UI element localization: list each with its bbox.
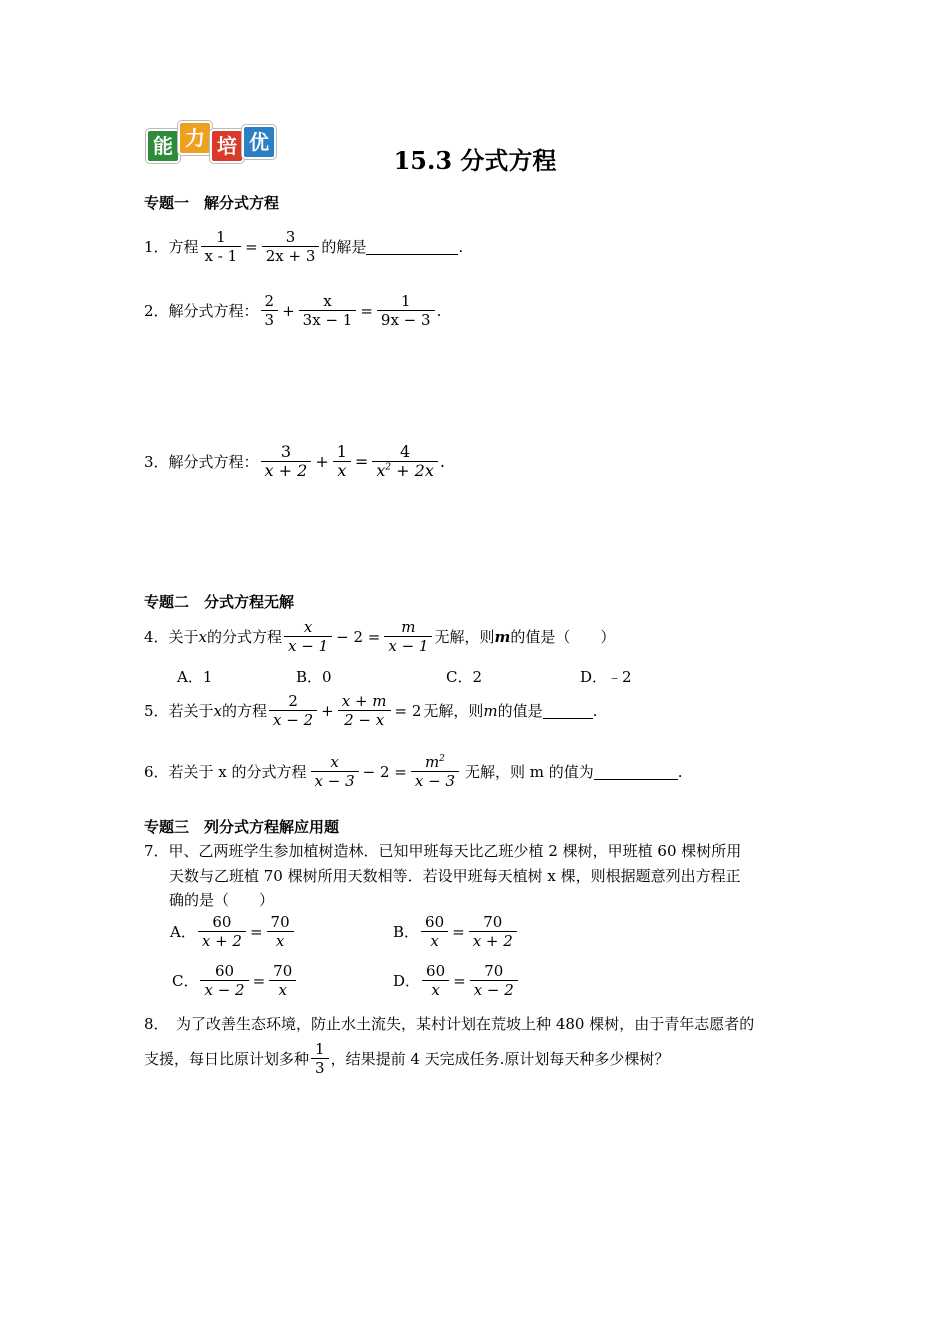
q8-den: 3 [311, 1058, 329, 1077]
q6-minus: − 2 = [362, 762, 407, 781]
page-title: 15.3 分式方程 [393, 146, 557, 175]
q6-suffix: 无解，则 m 的值为 [464, 763, 594, 781]
q5-den-1: x − 2 [269, 710, 317, 729]
q1-suffix: 的解是 [321, 238, 367, 256]
q7-line-1: 7．甲、乙两班学生参加植树造林．已知甲班每天比乙班少植 2 棵树，甲班植 60 棵树所用 [144, 842, 742, 860]
q7-d-fraction-1 [422, 962, 449, 999]
q1-den-1: x - 1 [201, 246, 242, 265]
q6-prefix: 6．若关于 x 的分式方程 [144, 763, 307, 781]
q7-a-num-1: 60 [212, 913, 232, 931]
q7-option-b[interactable] [393, 913, 519, 950]
q2-fraction-1 [261, 292, 279, 329]
q8-fraction [311, 1040, 329, 1077]
q7-c-den-1: x − 2 [200, 980, 248, 999]
q7-c-fraction-2 [269, 962, 296, 999]
logo-tile-4: 优 [242, 125, 276, 159]
q7-a-fraction-1 [198, 913, 246, 950]
q7-a-den-2: x [267, 931, 294, 950]
q3-fraction-3 [372, 443, 438, 480]
q7-a-num-2: 70 [270, 913, 290, 931]
q7-b-eq: = [452, 922, 465, 941]
q3-num-3: 4 [400, 442, 411, 461]
q4-num-1: x [303, 618, 313, 636]
q4-option-a[interactable]: A．1 [177, 668, 213, 686]
q5-end: . [592, 701, 598, 720]
q4-var: x [198, 627, 208, 646]
q4-var-2: m [494, 627, 511, 646]
q7-option-c[interactable] [172, 962, 298, 999]
q5-var-2: m [483, 701, 498, 720]
q8-num: 1 [315, 1040, 325, 1058]
q4-option-d[interactable]: D．﹣2 [580, 668, 632, 686]
q6-num-1: x [330, 753, 339, 771]
q5-suffix-2: 的值是 [497, 702, 543, 720]
q4-den-1: x − 1 [284, 636, 332, 655]
q3-den-3 [372, 461, 438, 480]
section-heading-1: 专题一 解分式方程 [144, 194, 280, 212]
q7-line-2: 天数与乙班植 70 棵树所用天数相等．若设甲班每天植树 x 棵，则根据题意列出方程正 [169, 867, 741, 885]
q1-num-2: 3 [285, 228, 296, 246]
q7-b-num-2: 70 [483, 913, 503, 931]
q3-den-3-base: x [376, 461, 386, 480]
q6-den-2: x − 3 [411, 771, 459, 790]
q7-b-fraction-1 [421, 913, 448, 950]
q6-num-2-exp: 2 [439, 754, 445, 764]
q7-option-d-label: D． [393, 972, 421, 990]
q6-answer-blank[interactable] [594, 763, 678, 780]
q1-num-1: 1 [216, 228, 226, 246]
q3-end: . [439, 452, 445, 471]
question-3 [144, 443, 445, 480]
q5-suffix-1: 无解，则 [423, 702, 484, 720]
logo-tile-2: 力 [178, 121, 212, 155]
q7-option-d[interactable] [393, 962, 520, 999]
q1-answer-blank[interactable] [366, 238, 458, 255]
q7-b-den-1: x [421, 931, 448, 950]
section-heading-2: 专题二 分式方程无解 [144, 593, 295, 611]
q4-num-2: m [401, 618, 416, 636]
q6-den-1: x − 3 [311, 771, 359, 790]
q8-line-2 [144, 1040, 669, 1077]
q3-fraction-2 [333, 443, 351, 480]
q7-b-num-1: 60 [425, 913, 445, 931]
question-2 [144, 292, 441, 329]
q4-den-2: x − 1 [384, 636, 432, 655]
q7-a-eq: = [249, 922, 263, 941]
q5-prefix: 5．若关于 [144, 702, 214, 720]
q6-num-2 [411, 753, 459, 771]
q5-plus: + [321, 701, 334, 720]
q7-b-den-2: x + 2 [469, 931, 517, 950]
q7-option-b-label: B． [393, 923, 420, 941]
q3-num-1: 3 [280, 442, 292, 461]
q7-a-den-1: x + 2 [198, 931, 246, 950]
q3-den-1: x + 2 [261, 461, 312, 480]
q3-den-2: x [333, 461, 351, 480]
q7-c-num-1: 60 [214, 962, 235, 980]
q8-line-1: 8． 为了改善生态环境，防止水土流失，某村计划在荒坡上种 480 棵树，由于青年志愿者的 [144, 1015, 755, 1033]
q7-a-fraction-2 [267, 913, 294, 950]
q1-den-2: 2x + 3 [262, 246, 320, 265]
q6-num-2-base: m [424, 753, 440, 771]
q6-fraction-1 [311, 753, 359, 790]
q3-den-3-exp: 2 [385, 462, 392, 473]
q3-den-3-rest: + 2x [391, 461, 434, 480]
q6-fraction-2 [411, 753, 459, 790]
q2-eq: = [360, 301, 373, 320]
q7-d-num-1: 60 [426, 962, 446, 980]
q7-line-3: 确的是（ ） [169, 891, 275, 909]
question-6 [144, 753, 683, 790]
q4-suffix-1: 无解，则 [434, 628, 495, 646]
q7-option-a[interactable] [170, 913, 296, 950]
q7-c-eq: = [252, 971, 266, 990]
q4-suffix-2: 的值是（ ） [510, 628, 616, 646]
q3-fraction-1 [261, 443, 312, 480]
question-5 [144, 692, 597, 729]
q2-num-3: 1 [400, 292, 411, 310]
q5-den-2: 2 − x [338, 710, 391, 729]
q7-c-den-2: x [269, 980, 296, 999]
q4-fraction-1 [284, 618, 332, 655]
section-heading-3: 专题三 列分式方程解应用题 [144, 818, 340, 836]
q7-d-fraction-2 [470, 962, 518, 999]
q5-eq: = 2 [394, 701, 422, 720]
q2-fraction-3 [377, 292, 435, 329]
q2-fraction-2 [299, 292, 357, 329]
logo-tile-3: 培 [210, 129, 244, 163]
logo-tile-1: 能 [146, 129, 180, 163]
q8-line-2b: ，结果提前 4 天完成任务.原计划每天种多少棵树？ [330, 1050, 670, 1068]
q7-d-den-2: x − 2 [470, 980, 518, 999]
q4-fraction-2 [384, 618, 432, 655]
q2-den-3: 9x − 3 [377, 310, 435, 329]
q7-d-eq: = [453, 971, 466, 990]
q2-den-1: 3 [261, 310, 279, 329]
q7-d-den-1: x [422, 980, 449, 999]
q1-fraction-2 [262, 228, 320, 265]
q3-eq: = [354, 452, 369, 471]
q6-end: . [677, 762, 683, 781]
q3-num-2: 1 [336, 442, 347, 461]
q5-var: x [213, 701, 223, 720]
q7-c-num-2: 70 [273, 962, 293, 980]
q2-num-1: 2 [264, 292, 275, 310]
q1-end: . [458, 237, 464, 256]
q4-mid: 的分式方程 [207, 628, 283, 646]
q5-fraction-1 [269, 692, 317, 729]
q5-mid: 的方程 [222, 702, 268, 720]
q1-prefix: 1．方程 [144, 238, 199, 256]
q1-eq: = [245, 237, 258, 256]
q3-plus: + [315, 452, 329, 471]
q7-option-c-label: C． [172, 972, 199, 990]
q1-fraction-1 [201, 228, 242, 265]
q2-end: . [436, 301, 442, 320]
q5-answer-blank[interactable] [543, 702, 593, 719]
q4-option-b[interactable]: B．0 [296, 668, 332, 686]
q3-prefix: 3．解分式方程： [144, 453, 259, 471]
q7-option-a-label: A． [170, 923, 196, 941]
q2-prefix: 2．解分式方程： [144, 302, 259, 320]
q7-c-fraction-1 [200, 962, 248, 999]
q4-prefix: 4．关于 [144, 628, 199, 646]
q5-num-1: 2 [288, 692, 298, 710]
q2-num-2: x [323, 292, 332, 310]
q2-den-2: 3x − 1 [299, 310, 357, 329]
q5-num-2: x + m [341, 692, 387, 710]
q8-line-2a: 支援，每日比原计划多种 [144, 1050, 310, 1068]
question-4 [144, 618, 615, 655]
q2-plus: + [282, 301, 295, 320]
q4-minus: − 2 = [336, 627, 381, 646]
q7-d-num-2: 70 [484, 962, 504, 980]
question-1 [144, 228, 463, 265]
q4-option-c[interactable]: C．2 [446, 668, 483, 686]
q5-fraction-2 [338, 692, 391, 729]
q7-b-fraction-2 [469, 913, 517, 950]
